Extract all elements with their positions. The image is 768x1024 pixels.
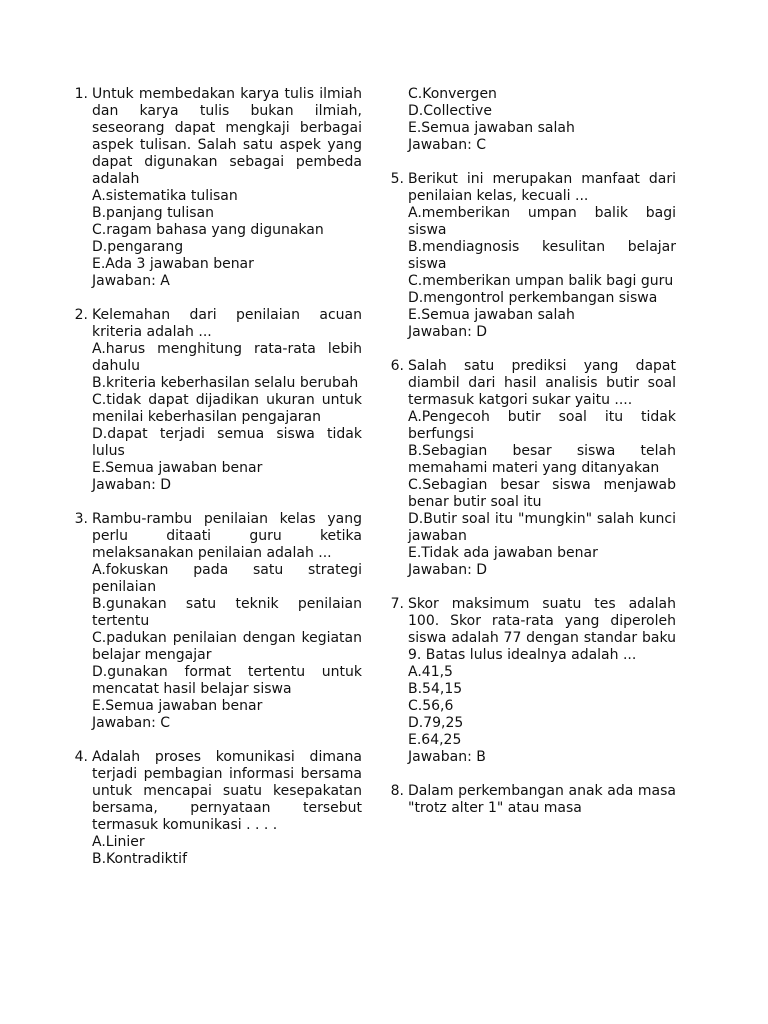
question-text: Berikut ini merupakan manfaat dari penilaian kelas, kecuali ... [408,171,676,204]
option: B.gunakan satu teknik penilaian tertentu [92,596,362,629]
question-text: Rambu-rambu penilaian kelas yang perlu ditaati guru ketika melaksanakan penilaian adalah ... [92,511,362,561]
option: D.79,25 [408,715,464,731]
option: D.mengontrol perkembangan siswa [408,290,658,306]
question-text: Untuk membedakan karya tulis ilmiah dan karya tulis bukan ilmiah, seseorang dapat mengkaji berbagai aspek tulisan. Salah satu aspek yang dapat digunakan sebagai pembeda adalah [92,86,362,187]
answer: Jawaban: C [92,715,171,731]
question-number: 1. [74,86,88,102]
option: E.Semua jawaban salah [408,120,575,136]
question-number: 7. [390,596,404,612]
option: A.sistematika tulisan [92,188,238,204]
option: B.54,15 [408,681,463,697]
option: E.Tidak ada jawaban benar [408,545,598,561]
answer: Jawaban: A [92,273,170,289]
question-7 [378,596,676,766]
answer: Jawaban: C [408,137,487,153]
right-column [378,86,676,834]
question-text: Skor maksimum suatu tes adalah 100. Skor rata-rata yang diperoleh siswa adalah 77 dengan standar baku 9. Batas lulus idealnya adalah ... [408,596,676,663]
question-text: Kelemahan dari penilaian acuan kriteria adalah ... [92,307,362,340]
option: E.Ada 3 jawaban benar [92,256,254,272]
option: C.56,6 [408,698,454,714]
question-2 [62,307,362,494]
question-text: Salah satu prediksi yang dapat diambil dari hasil analisis butir soal termasuk katgori sukar yaitu .... [408,358,676,408]
question-1 [62,86,362,290]
question-number: 8. [390,783,404,799]
left-column [62,86,362,885]
option: E.Semua jawaban salah [408,307,575,323]
question-4 [62,749,362,868]
option: E.64,25 [408,732,462,748]
option: E.Semua jawaban benar [92,698,263,714]
option: C.ragam bahasa yang digunakan [92,222,324,238]
question-number: 5. [390,171,404,187]
option: B.Kontradiktif [92,851,187,867]
answer: Jawaban: D [408,324,488,340]
question-4-continued [378,86,676,154]
option: A.harus menghitung rata-rata lebih dahulu [92,341,362,374]
question-number: 2. [74,307,88,323]
option: A.41,5 [408,664,453,680]
option: C.memberikan umpan balik bagi guru [408,273,674,289]
option: D.gunakan format tertentu untuk mencatat hasil belajar siswa [92,664,362,697]
option: C.Sebagian besar siswa menjawab benar butir soal itu [408,477,676,510]
answer: Jawaban: B [408,749,486,765]
question-number: 6. [390,358,404,374]
question-8 [378,783,676,817]
question-number: 4. [74,749,88,765]
question-5 [378,171,676,341]
option: A.memberikan umpan balik bagi siswa [408,205,676,238]
option: A.Linier [92,834,145,850]
answer: Jawaban: D [92,477,172,493]
option: A.Pengecoh butir soal itu tidak berfungsi [408,409,676,442]
option: D.Butir soal itu "mungkin" salah kunci jawaban [408,511,676,544]
option: E.Semua jawaban benar [92,460,263,476]
option: C.Konvergen [408,86,497,102]
option: B.kriteria keberhasilan selalu berubah [92,375,359,391]
option: D.dapat terjadi semua siswa tidak lulus [92,426,362,459]
option: B.Sebagian besar siswa telah memahami materi yang ditanyakan [408,443,676,476]
option: B.mendiagnosis kesulitan belajar siswa [408,239,676,272]
option: D.Collective [408,103,492,119]
option: B.panjang tulisan [92,205,214,221]
option: C.tidak dapat dijadikan ukuran untuk menilai keberhasilan pengajaran [92,392,362,425]
question-6 [378,358,676,579]
question-3 [62,511,362,732]
option: D.pengarang [92,239,184,255]
question-text: Adalah proses komunikasi dimana terjadi pembagian informasi bersama untuk mencapai suatu kesepakatan bersama, pernyataan tersebut termasuk komunikasi . . . . [92,749,362,833]
option: C.padukan penilaian dengan kegiatan belajar mengajar [92,630,362,663]
question-text: Dalam perkembangan anak ada masa "trotz alter 1" atau masa [408,783,676,816]
question-number: 3. [74,511,88,527]
answer: Jawaban: D [408,562,488,578]
option: A.fokuskan pada satu strategi penilaian [92,562,362,595]
